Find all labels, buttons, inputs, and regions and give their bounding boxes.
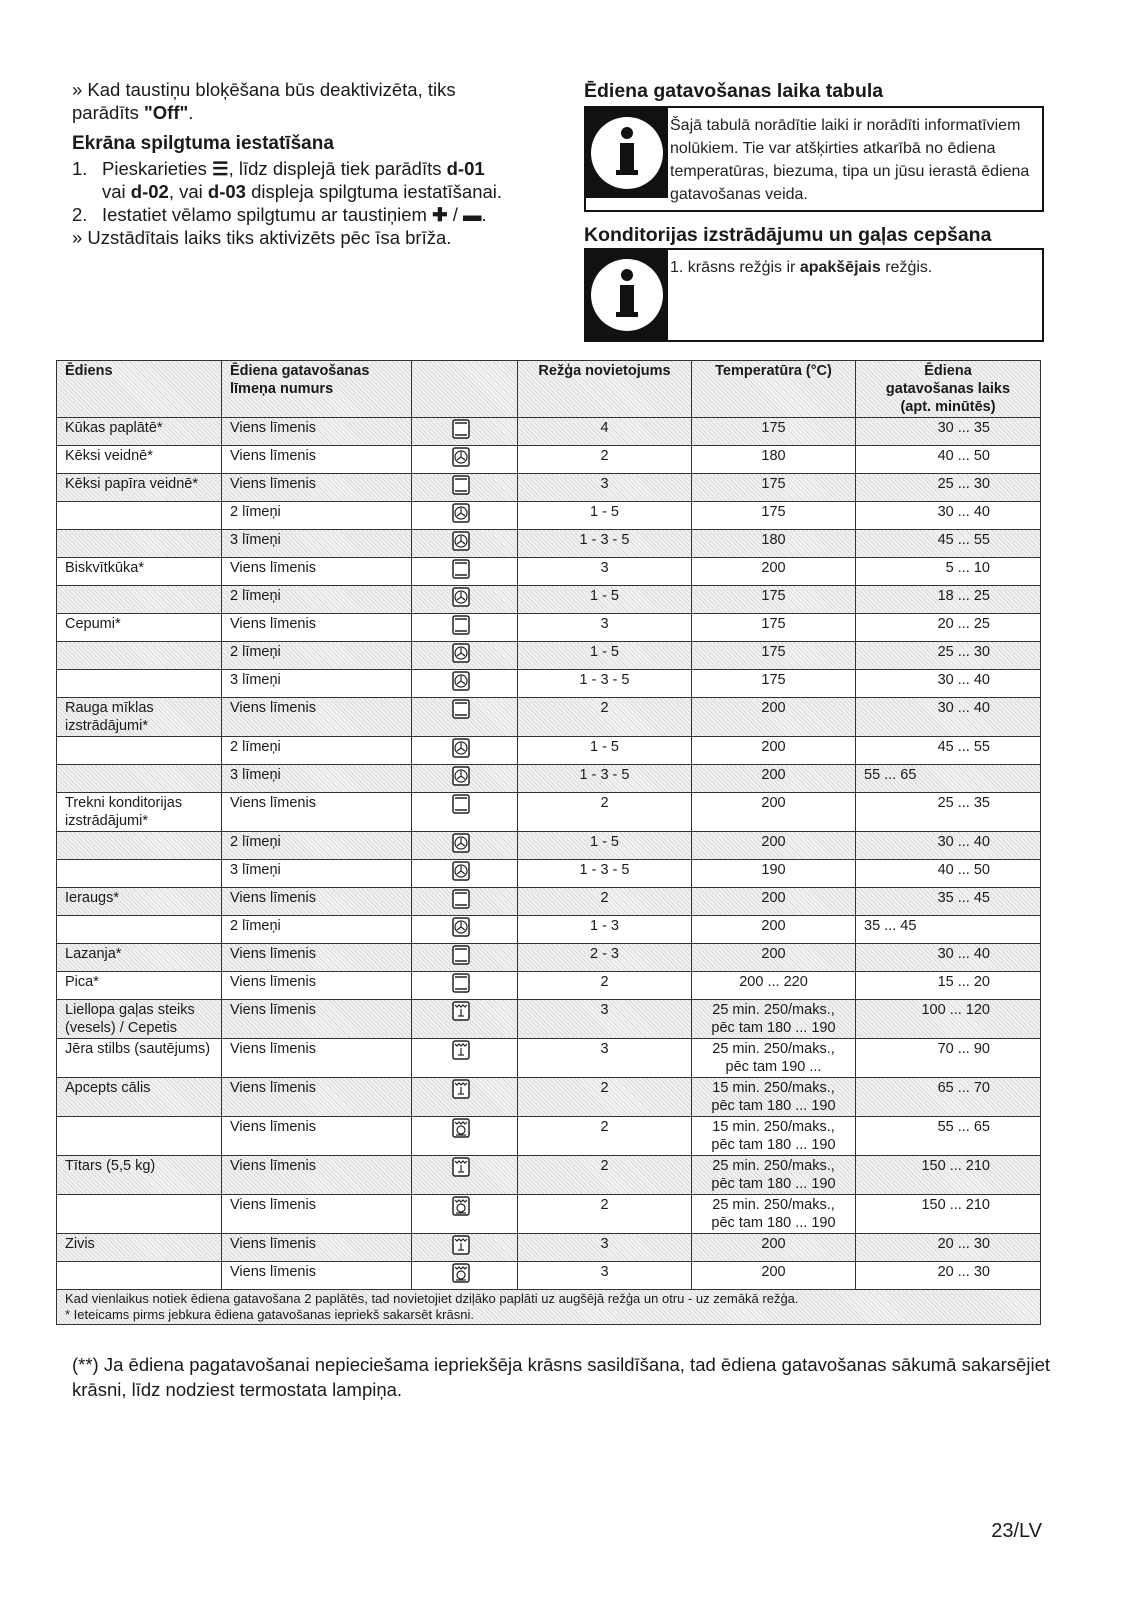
cell-temp: 200: [692, 765, 856, 793]
cell-mode: [412, 558, 518, 586]
cell-dish: Kēksi veidnē*: [57, 446, 222, 474]
grill-icon: [452, 1087, 470, 1103]
fan-heat-icon: [452, 539, 470, 555]
cell-shelf: 1 - 3 - 5: [518, 530, 692, 558]
grill-icon: [452, 1243, 470, 1259]
info-icon: [586, 108, 668, 210]
cell-shelf: 1 - 5: [518, 502, 692, 530]
cell-time: 25 ... 35: [856, 793, 1041, 832]
cell-mode: [412, 474, 518, 502]
cell-level: 2 līmeņi: [222, 642, 412, 670]
static-heat-icon: [452, 623, 470, 639]
cell-temp: 25 min. 250/maks., pēc tam 180 ... 190: [692, 1195, 856, 1234]
table-row: [57, 1078, 1041, 1117]
unlock-note-line2: parādīts: [72, 102, 144, 123]
code-d03: d-03: [207, 181, 246, 202]
cell-temp: 200: [692, 698, 856, 737]
cell-shelf: 2: [518, 1117, 692, 1156]
header-time: [856, 361, 1041, 418]
cell-level: Viens līmenis: [222, 944, 412, 972]
fan-heat-icon: [452, 869, 470, 885]
cell-mode: [412, 1117, 518, 1156]
cell-shelf: 1 - 3 - 5: [518, 670, 692, 698]
fan-heat-icon: [452, 841, 470, 857]
table-row: [57, 558, 1041, 586]
cell-time: 30 ... 40: [856, 670, 1041, 698]
cell-level: Viens līmenis: [222, 1234, 412, 1262]
brightness-steps: [72, 157, 542, 226]
cell-level: 3 līmeņi: [222, 860, 412, 888]
cell-dish: [57, 1262, 222, 1290]
cell-temp: 15 min. 250/maks., pēc tam 180 ... 190: [692, 1117, 856, 1156]
footnote-trays: Kad vienlaikus notiek ēdiena gatavošana 2 paplātēs, tad novietojiet dziļāko paplāti uz augšējā režģa un otru - uz zemākā režģa.: [65, 1291, 799, 1306]
cell-shelf: 1 - 5: [518, 832, 692, 860]
cell-level: Viens līmenis: [222, 888, 412, 916]
cell-level: 2 līmeņi: [222, 916, 412, 944]
cell-time: 55 ... 65: [856, 1117, 1041, 1156]
cell-time: 55 ... 65: [856, 765, 1041, 793]
header-level: [222, 361, 412, 418]
cell-mode: [412, 1195, 518, 1234]
cell-time: 150 ... 210: [856, 1156, 1041, 1195]
cell-time: 25 ... 30: [856, 474, 1041, 502]
cell-mode: [412, 418, 518, 446]
cell-shelf: 3: [518, 1262, 692, 1290]
header-level-a: Ēdiena gatavošanas: [230, 363, 370, 379]
cell-mode: [412, 614, 518, 642]
cell-mode: [412, 1039, 518, 1078]
cell-shelf: 2: [518, 1156, 692, 1195]
page-number: 23/LV: [991, 1520, 1042, 1542]
pastry-meat-heading: Konditorijas izstrādājumu un gaļas cepšana: [584, 224, 992, 246]
cell-time: 40 ... 50: [856, 860, 1041, 888]
brightness-heading: Ekrāna spilgtuma iestatīšana: [72, 133, 334, 154]
header-temp: Temperatūra (°C): [692, 361, 856, 418]
left-column: [72, 78, 542, 249]
static-heat-icon: [452, 707, 470, 723]
table-row: [57, 642, 1041, 670]
cell-dish: Kūkas paplātē*: [57, 418, 222, 446]
header-mode: [412, 361, 518, 418]
static-heat-icon: [452, 427, 470, 443]
static-heat-icon: [452, 953, 470, 969]
code-d01: d-01: [446, 158, 485, 179]
cell-shelf: 3: [518, 1234, 692, 1262]
step2-end: .: [481, 204, 487, 225]
fan-heat-icon: [452, 774, 470, 790]
cell-dish: [57, 737, 222, 765]
cell-level: Viens līmenis: [222, 614, 412, 642]
cell-dish: [57, 832, 222, 860]
cell-temp: 175: [692, 418, 856, 446]
table-row: [57, 860, 1041, 888]
cell-shelf: 2: [518, 698, 692, 737]
cell-level: 2 līmeņi: [222, 586, 412, 614]
cell-temp: 25 min. 250/maks., pēc tam 180 ... 190: [692, 1156, 856, 1195]
table-row: [57, 737, 1041, 765]
table-row: [57, 670, 1041, 698]
cell-mode: [412, 944, 518, 972]
info-shelf-c: režģis.: [880, 259, 933, 276]
static-heat-icon: [452, 897, 470, 913]
cell-temp: 175: [692, 614, 856, 642]
cell-dish: Trekni konditorijas izstrādājumi*: [57, 793, 222, 832]
cell-time: 45 ... 55: [856, 530, 1041, 558]
cell-shelf: 3: [518, 474, 692, 502]
unlock-note-line1: » Kad taustiņu bloķēšana būs deaktivizēta, tiks: [72, 79, 456, 100]
cell-dish: Pica*: [57, 972, 222, 1000]
cell-shelf: 1 - 5: [518, 642, 692, 670]
cell-shelf: 2: [518, 888, 692, 916]
cell-temp: 180: [692, 446, 856, 474]
cell-mode: [412, 793, 518, 832]
cell-shelf: 3: [518, 558, 692, 586]
cell-dish: [57, 1117, 222, 1156]
table-row: [57, 418, 1041, 446]
cell-shelf: 2: [518, 972, 692, 1000]
cell-dish: [57, 860, 222, 888]
cell-temp: 190: [692, 860, 856, 888]
cell-mode: [412, 860, 518, 888]
cell-dish: [57, 642, 222, 670]
header-level-b: līmeņa numurs: [230, 381, 334, 397]
table-row: [57, 944, 1041, 972]
cell-shelf: 3: [518, 614, 692, 642]
table-row: [57, 446, 1041, 474]
cell-shelf: 2: [518, 1078, 692, 1117]
cell-time: 30 ... 35: [856, 418, 1041, 446]
fan-heat-icon: [452, 595, 470, 611]
cooking-table-heading: Ēdiena gatavošanas laika tabula: [584, 80, 884, 102]
cell-level: Viens līmenis: [222, 1117, 412, 1156]
cell-temp: 175: [692, 502, 856, 530]
cell-mode: [412, 1156, 518, 1195]
table-row: [57, 502, 1041, 530]
cell-level: 3 līmeņi: [222, 670, 412, 698]
info-text-shelf: [668, 250, 938, 340]
cell-dish: Lazanja*: [57, 944, 222, 972]
menu-icon: ☰: [212, 158, 229, 179]
info-text-table: Šajā tabulā norādītie laiki ir norādīti informatīviem nolūkiem. Tie var atšķirties atkarībā no ēdiena temperatūras, biezuma, tipa un jūsu ierastā ēdiena gatavošanas veida.: [670, 117, 1030, 203]
cell-time: 20 ... 30: [856, 1262, 1041, 1290]
table-row: [57, 586, 1041, 614]
cell-dish: [57, 670, 222, 698]
cell-level: Viens līmenis: [222, 558, 412, 586]
static-heat-icon: [452, 981, 470, 997]
cell-temp: 200: [692, 832, 856, 860]
cell-time: 70 ... 90: [856, 1039, 1041, 1078]
cell-shelf: 4: [518, 418, 692, 446]
cell-mode: [412, 1078, 518, 1117]
step-number: 1.: [72, 158, 88, 179]
cell-temp: 200: [692, 944, 856, 972]
cell-level: 3 līmeņi: [222, 765, 412, 793]
cell-temp: 175: [692, 586, 856, 614]
cell-shelf: 3: [518, 1000, 692, 1039]
cell-time: 150 ... 210: [856, 1195, 1041, 1234]
cell-mode: [412, 1234, 518, 1262]
cell-time: 30 ... 40: [856, 502, 1041, 530]
activation-note: » Uzstādītais laiks tiks aktivizēts pēc īsa brīža.: [72, 227, 452, 248]
cell-time: 40 ... 50: [856, 446, 1041, 474]
info-shelf-a: 1. krāsns režģis ir: [670, 259, 800, 276]
table-header-row: [57, 361, 1041, 418]
step1-text-h: displeja spilgtuma iestatīšanai.: [245, 181, 503, 202]
cell-mode: [412, 642, 518, 670]
cell-temp: 200: [692, 916, 856, 944]
cell-temp: 180: [692, 530, 856, 558]
table-row: [57, 793, 1041, 832]
cell-dish: [57, 765, 222, 793]
grill-fan-icon: [452, 1204, 470, 1220]
off-label: "Off": [144, 102, 189, 123]
cell-time: 20 ... 25: [856, 614, 1041, 642]
fan-heat-icon: [452, 511, 470, 527]
cell-level: Viens līmenis: [222, 793, 412, 832]
fan-heat-icon: [452, 746, 470, 762]
table-row: [57, 972, 1041, 1000]
cell-temp: 25 min. 250/maks., pēc tam 180 ... 190: [692, 1000, 856, 1039]
header-shelf: Režģa novietojums: [518, 361, 692, 418]
table-row: [57, 1262, 1041, 1290]
cell-temp: 175: [692, 474, 856, 502]
cell-level: Viens līmenis: [222, 698, 412, 737]
cell-mode: [412, 1000, 518, 1039]
cell-time: 5 ... 10: [856, 558, 1041, 586]
cell-shelf: 2: [518, 793, 692, 832]
cell-time: 18 ... 25: [856, 586, 1041, 614]
cell-dish: Ieraugs*: [57, 888, 222, 916]
cell-mode: [412, 972, 518, 1000]
brightness-step-2: [72, 203, 542, 226]
cooking-times-table: [56, 360, 1041, 1325]
step-number: 2.: [72, 204, 88, 225]
static-heat-icon: [452, 483, 470, 499]
unlock-note-end: .: [188, 102, 194, 123]
cell-shelf: 1 - 3 - 5: [518, 765, 692, 793]
info-icon: [586, 250, 668, 340]
cell-dish: [57, 1195, 222, 1234]
cell-temp: 200: [692, 888, 856, 916]
cell-mode: [412, 765, 518, 793]
cell-mode: [412, 586, 518, 614]
cell-temp: 200: [692, 793, 856, 832]
cell-temp: 200: [692, 1262, 856, 1290]
table-row: [57, 698, 1041, 737]
header-time-a: Ēdiena: [924, 363, 972, 379]
cell-time: 35 ... 45: [856, 916, 1041, 944]
unlock-note: [72, 78, 542, 124]
cell-dish: [57, 502, 222, 530]
table-row: [57, 1234, 1041, 1262]
info-box-table: [584, 106, 1044, 212]
cell-shelf: 2: [518, 1195, 692, 1234]
step1-text: Pieskarieties: [102, 158, 213, 179]
cell-time: 100 ... 120: [856, 1000, 1041, 1039]
cell-level: 2 līmeņi: [222, 502, 412, 530]
table-row: [57, 1000, 1041, 1039]
cell-temp: 200: [692, 737, 856, 765]
step1-text-d: vai: [102, 181, 131, 202]
cell-mode: [412, 698, 518, 737]
grill-icon: [452, 1165, 470, 1181]
cell-level: 3 līmeņi: [222, 530, 412, 558]
cell-level: 2 līmeņi: [222, 737, 412, 765]
table-row: [57, 1195, 1041, 1234]
table-row: [57, 1039, 1041, 1078]
cell-dish: [57, 916, 222, 944]
cell-mode: [412, 446, 518, 474]
table-row: [57, 614, 1041, 642]
table-row: [57, 765, 1041, 793]
table-row: [57, 530, 1041, 558]
static-heat-icon: [452, 567, 470, 583]
table-footnote-row: [57, 1290, 1041, 1325]
cell-dish: Rauga mīklas izstrādājumi*: [57, 698, 222, 737]
cell-mode: [412, 737, 518, 765]
cell-level: Viens līmenis: [222, 446, 412, 474]
table-row: [57, 1117, 1041, 1156]
table-row: [57, 916, 1041, 944]
cell-mode: [412, 530, 518, 558]
cell-dish: Tītars (5,5 kg): [57, 1156, 222, 1195]
cell-mode: [412, 1262, 518, 1290]
minus-icon: ▬: [463, 204, 482, 225]
step1-text-f: , vai: [168, 181, 208, 202]
cell-level: Viens līmenis: [222, 972, 412, 1000]
preheat-note: (**) Ja ēdiena pagatavošanai nepieciešama iepriekšēja krāsns sasildīšana, tad ēdiena gatavošanas sākumā sakarsējiet krāsni, līdz nodziest termostata lampiņa.: [72, 1354, 1050, 1400]
header-time-c: (apt. minūtēs): [900, 399, 996, 415]
cell-time: 20 ... 30: [856, 1234, 1041, 1262]
code-d02: d-02: [130, 181, 169, 202]
cell-dish: Cepumi*: [57, 614, 222, 642]
cell-temp: 200: [692, 558, 856, 586]
cell-shelf: 1 - 5: [518, 586, 692, 614]
table-footnotes: [57, 1290, 1041, 1325]
table-row: [57, 1156, 1041, 1195]
cell-mode: [412, 888, 518, 916]
cell-level: Viens līmenis: [222, 1000, 412, 1039]
cell-mode: [412, 832, 518, 860]
cell-temp: 200 ... 220: [692, 972, 856, 1000]
cell-shelf: 3: [518, 1039, 692, 1078]
cell-level: Viens līmenis: [222, 1195, 412, 1234]
cell-temp: 200: [692, 1234, 856, 1262]
cell-time: 45 ... 55: [856, 737, 1041, 765]
cell-temp: 175: [692, 642, 856, 670]
plus-icon: ✚: [432, 204, 448, 225]
cell-shelf: 1 - 3: [518, 916, 692, 944]
table-body: [57, 418, 1041, 1290]
table-row: [57, 474, 1041, 502]
step1-text-b: , līdz displejā tiek parādīts: [228, 158, 447, 179]
fan-heat-icon: [452, 925, 470, 941]
cell-level: 2 līmeņi: [222, 832, 412, 860]
fan-heat-icon: [452, 679, 470, 695]
header-dish: Ēdiens: [57, 361, 222, 418]
cell-level: Viens līmenis: [222, 1156, 412, 1195]
cell-dish: [57, 530, 222, 558]
cell-dish: Jēra stilbs (sautējums): [57, 1039, 222, 1078]
table-row: [57, 832, 1041, 860]
cell-dish: Kēksi papīra veidnē*: [57, 474, 222, 502]
cell-mode: [412, 670, 518, 698]
cell-shelf: 2 - 3: [518, 944, 692, 972]
cell-temp: 175: [692, 670, 856, 698]
cell-level: Viens līmenis: [222, 1039, 412, 1078]
cell-time: 30 ... 40: [856, 832, 1041, 860]
grill-icon: [452, 1009, 470, 1025]
step2-text: Iestatiet vēlamo spilgtumu ar taustiņiem: [102, 204, 433, 225]
cell-time: 65 ... 70: [856, 1078, 1041, 1117]
cell-dish: Apcepts cālis: [57, 1078, 222, 1117]
cell-level: Viens līmenis: [222, 474, 412, 502]
static-heat-icon: [452, 802, 470, 818]
brightness-step-1: [72, 157, 542, 203]
cell-temp: 15 min. 250/maks., pēc tam 180 ... 190: [692, 1078, 856, 1117]
cell-shelf: 2: [518, 446, 692, 474]
grill-fan-icon: [452, 1271, 470, 1287]
cell-level: Viens līmenis: [222, 1078, 412, 1117]
step2-sep: /: [447, 204, 464, 225]
cell-time: 30 ... 40: [856, 698, 1041, 737]
cell-time: 35 ... 45: [856, 888, 1041, 916]
cell-shelf: 1 - 5: [518, 737, 692, 765]
cell-mode: [412, 502, 518, 530]
cell-dish: Liellopa gaļas steiks (vesels) / Cepetis: [57, 1000, 222, 1039]
cell-temp: 25 min. 250/maks., pēc tam 190 ...: [692, 1039, 856, 1078]
cell-time: 25 ... 30: [856, 642, 1041, 670]
cell-mode: [412, 916, 518, 944]
footnote-preheat: * Ieteicams pirms jebkura ēdiena gatavošanas iepriekš sakarsēt krāsni.: [65, 1307, 474, 1322]
info-shelf-bold: apakšējais: [799, 259, 881, 276]
cell-level: Viens līmenis: [222, 418, 412, 446]
header-time-b: gatavošanas laiks: [885, 381, 1011, 397]
right-column: [584, 78, 1044, 342]
cell-shelf: 1 - 3 - 5: [518, 860, 692, 888]
fan-heat-icon: [452, 651, 470, 667]
grill-fan-icon: [452, 1126, 470, 1142]
cell-dish: Zivis: [57, 1234, 222, 1262]
cell-time: 15 ... 20: [856, 972, 1041, 1000]
grill-icon: [452, 1048, 470, 1064]
cell-level: Viens līmenis: [222, 1262, 412, 1290]
cell-dish: [57, 586, 222, 614]
cell-dish: Biskvītkūka*: [57, 558, 222, 586]
table-row: [57, 888, 1041, 916]
fan-heat-icon: [452, 455, 470, 471]
cell-time: 30 ... 40: [856, 944, 1041, 972]
info-box-shelf: [584, 248, 1044, 342]
